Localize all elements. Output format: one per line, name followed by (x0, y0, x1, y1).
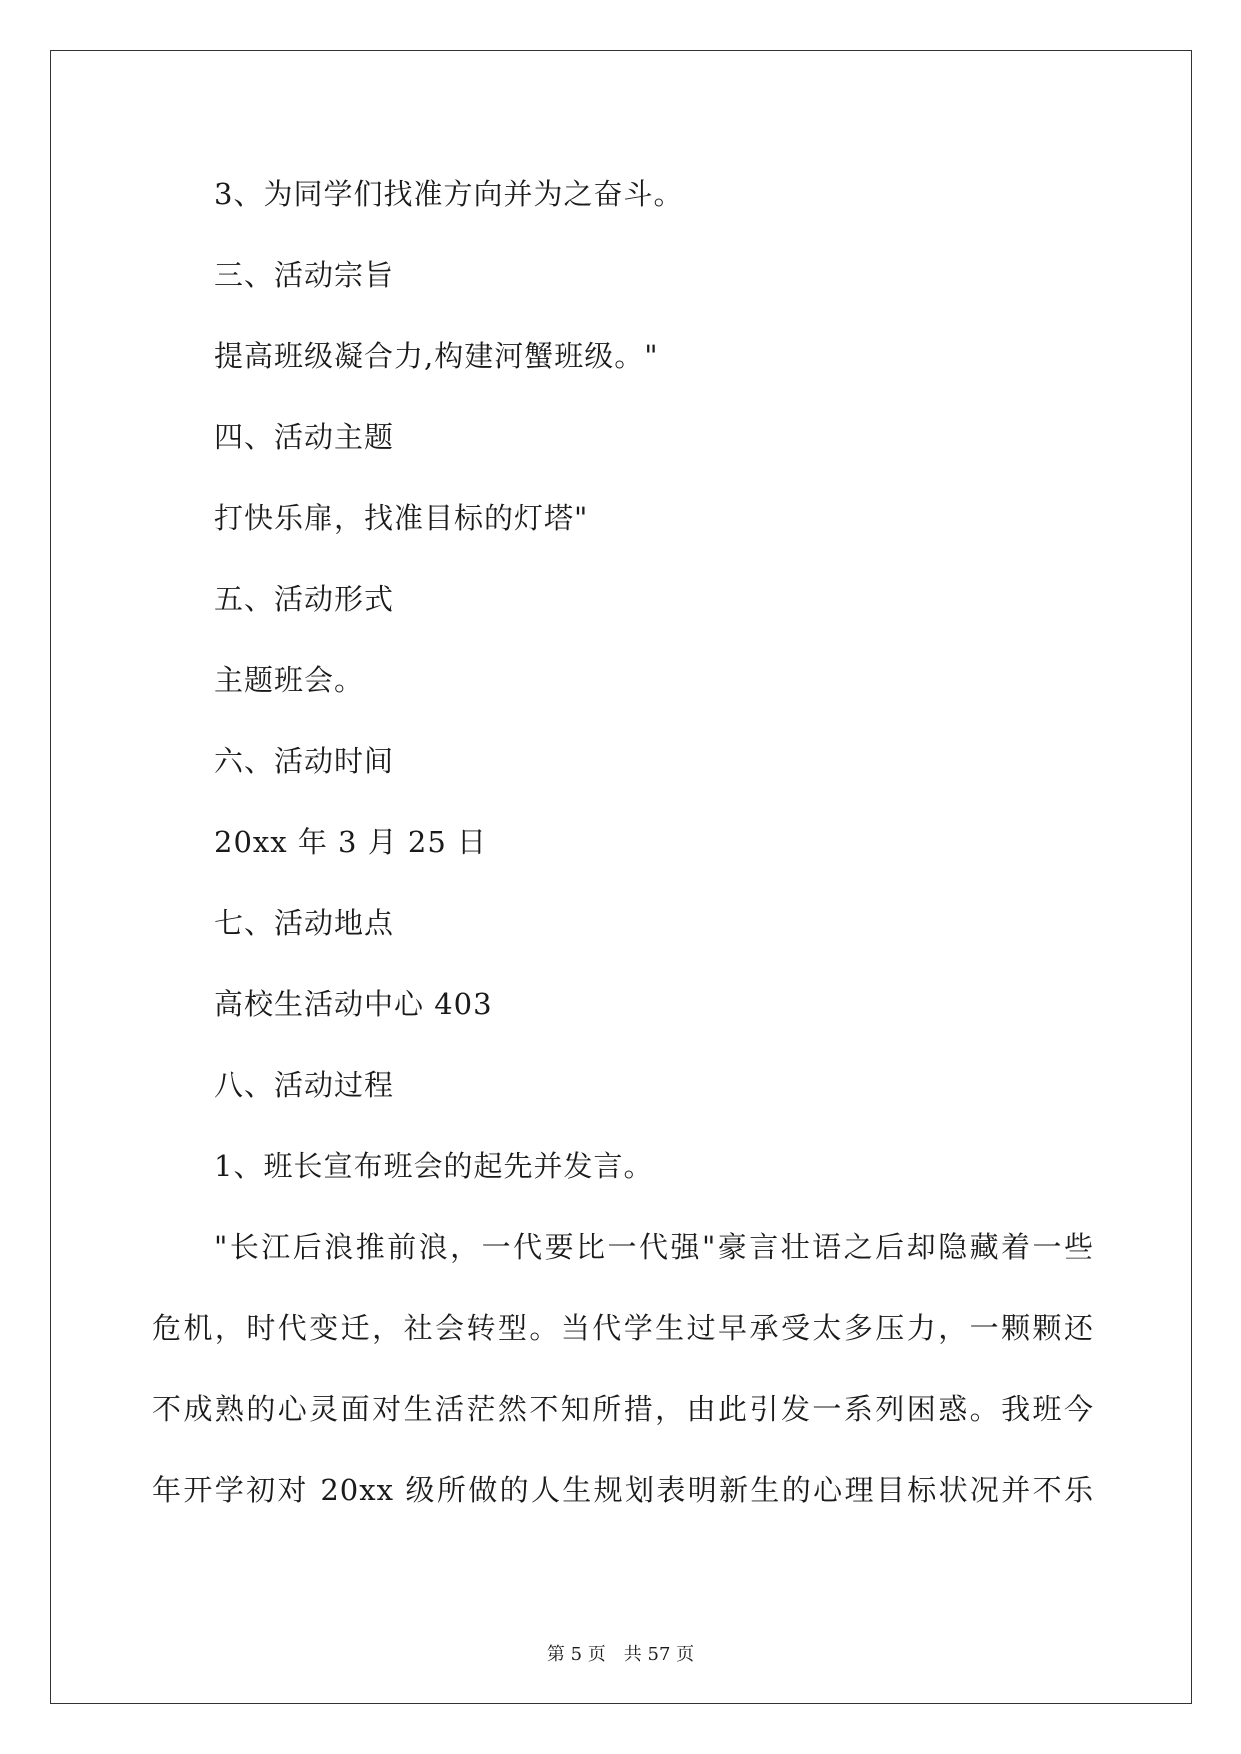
text-line: 提高班级凝合力,构建河蟹班级。" (214, 339, 659, 373)
text-line: 20xx 年 3 月 25 日 (214, 825, 488, 859)
page-footer: 第 5 页 共 57 页 (546, 1644, 695, 1665)
section-heading: 八、活动过程 (214, 1068, 395, 1102)
section-heading: 七、活动地点 (214, 906, 395, 940)
text-line: 3、为同学们找准方向并为之奋斗。 (214, 177, 684, 211)
text-line: 主题班会。 (214, 663, 365, 697)
paragraph-line: 不成熟的心灵面对生活茫然不知所措，由此引发一系列困惑。我班今 (152, 1392, 1094, 1426)
section-heading: 三、活动宗旨 (214, 258, 395, 292)
text-line: 1、班长宣布班会的起先并发言。 (214, 1149, 654, 1183)
section-heading: 六、活动时间 (214, 744, 395, 778)
paragraph-line: 危机，时代变迁，社会转型。当代学生过早承受太多压力，一颗颗还 (152, 1311, 1094, 1345)
paragraph-line: "长江后浪推前浪，一代要比一代强"豪言壮语之后却隐藏着一些 (214, 1230, 1094, 1264)
text-line: 打快乐扉，找准目标的灯塔" (214, 501, 589, 535)
page-border (50, 50, 1192, 1704)
text-line: 高校生活动中心 403 (214, 987, 493, 1021)
section-heading: 五、活动形式 (214, 582, 395, 616)
section-heading: 四、活动主题 (214, 420, 395, 454)
paragraph-line: 年开学初对 20xx 级所做的人生规划表明新生的心理目标状况并不乐 (152, 1473, 1094, 1507)
